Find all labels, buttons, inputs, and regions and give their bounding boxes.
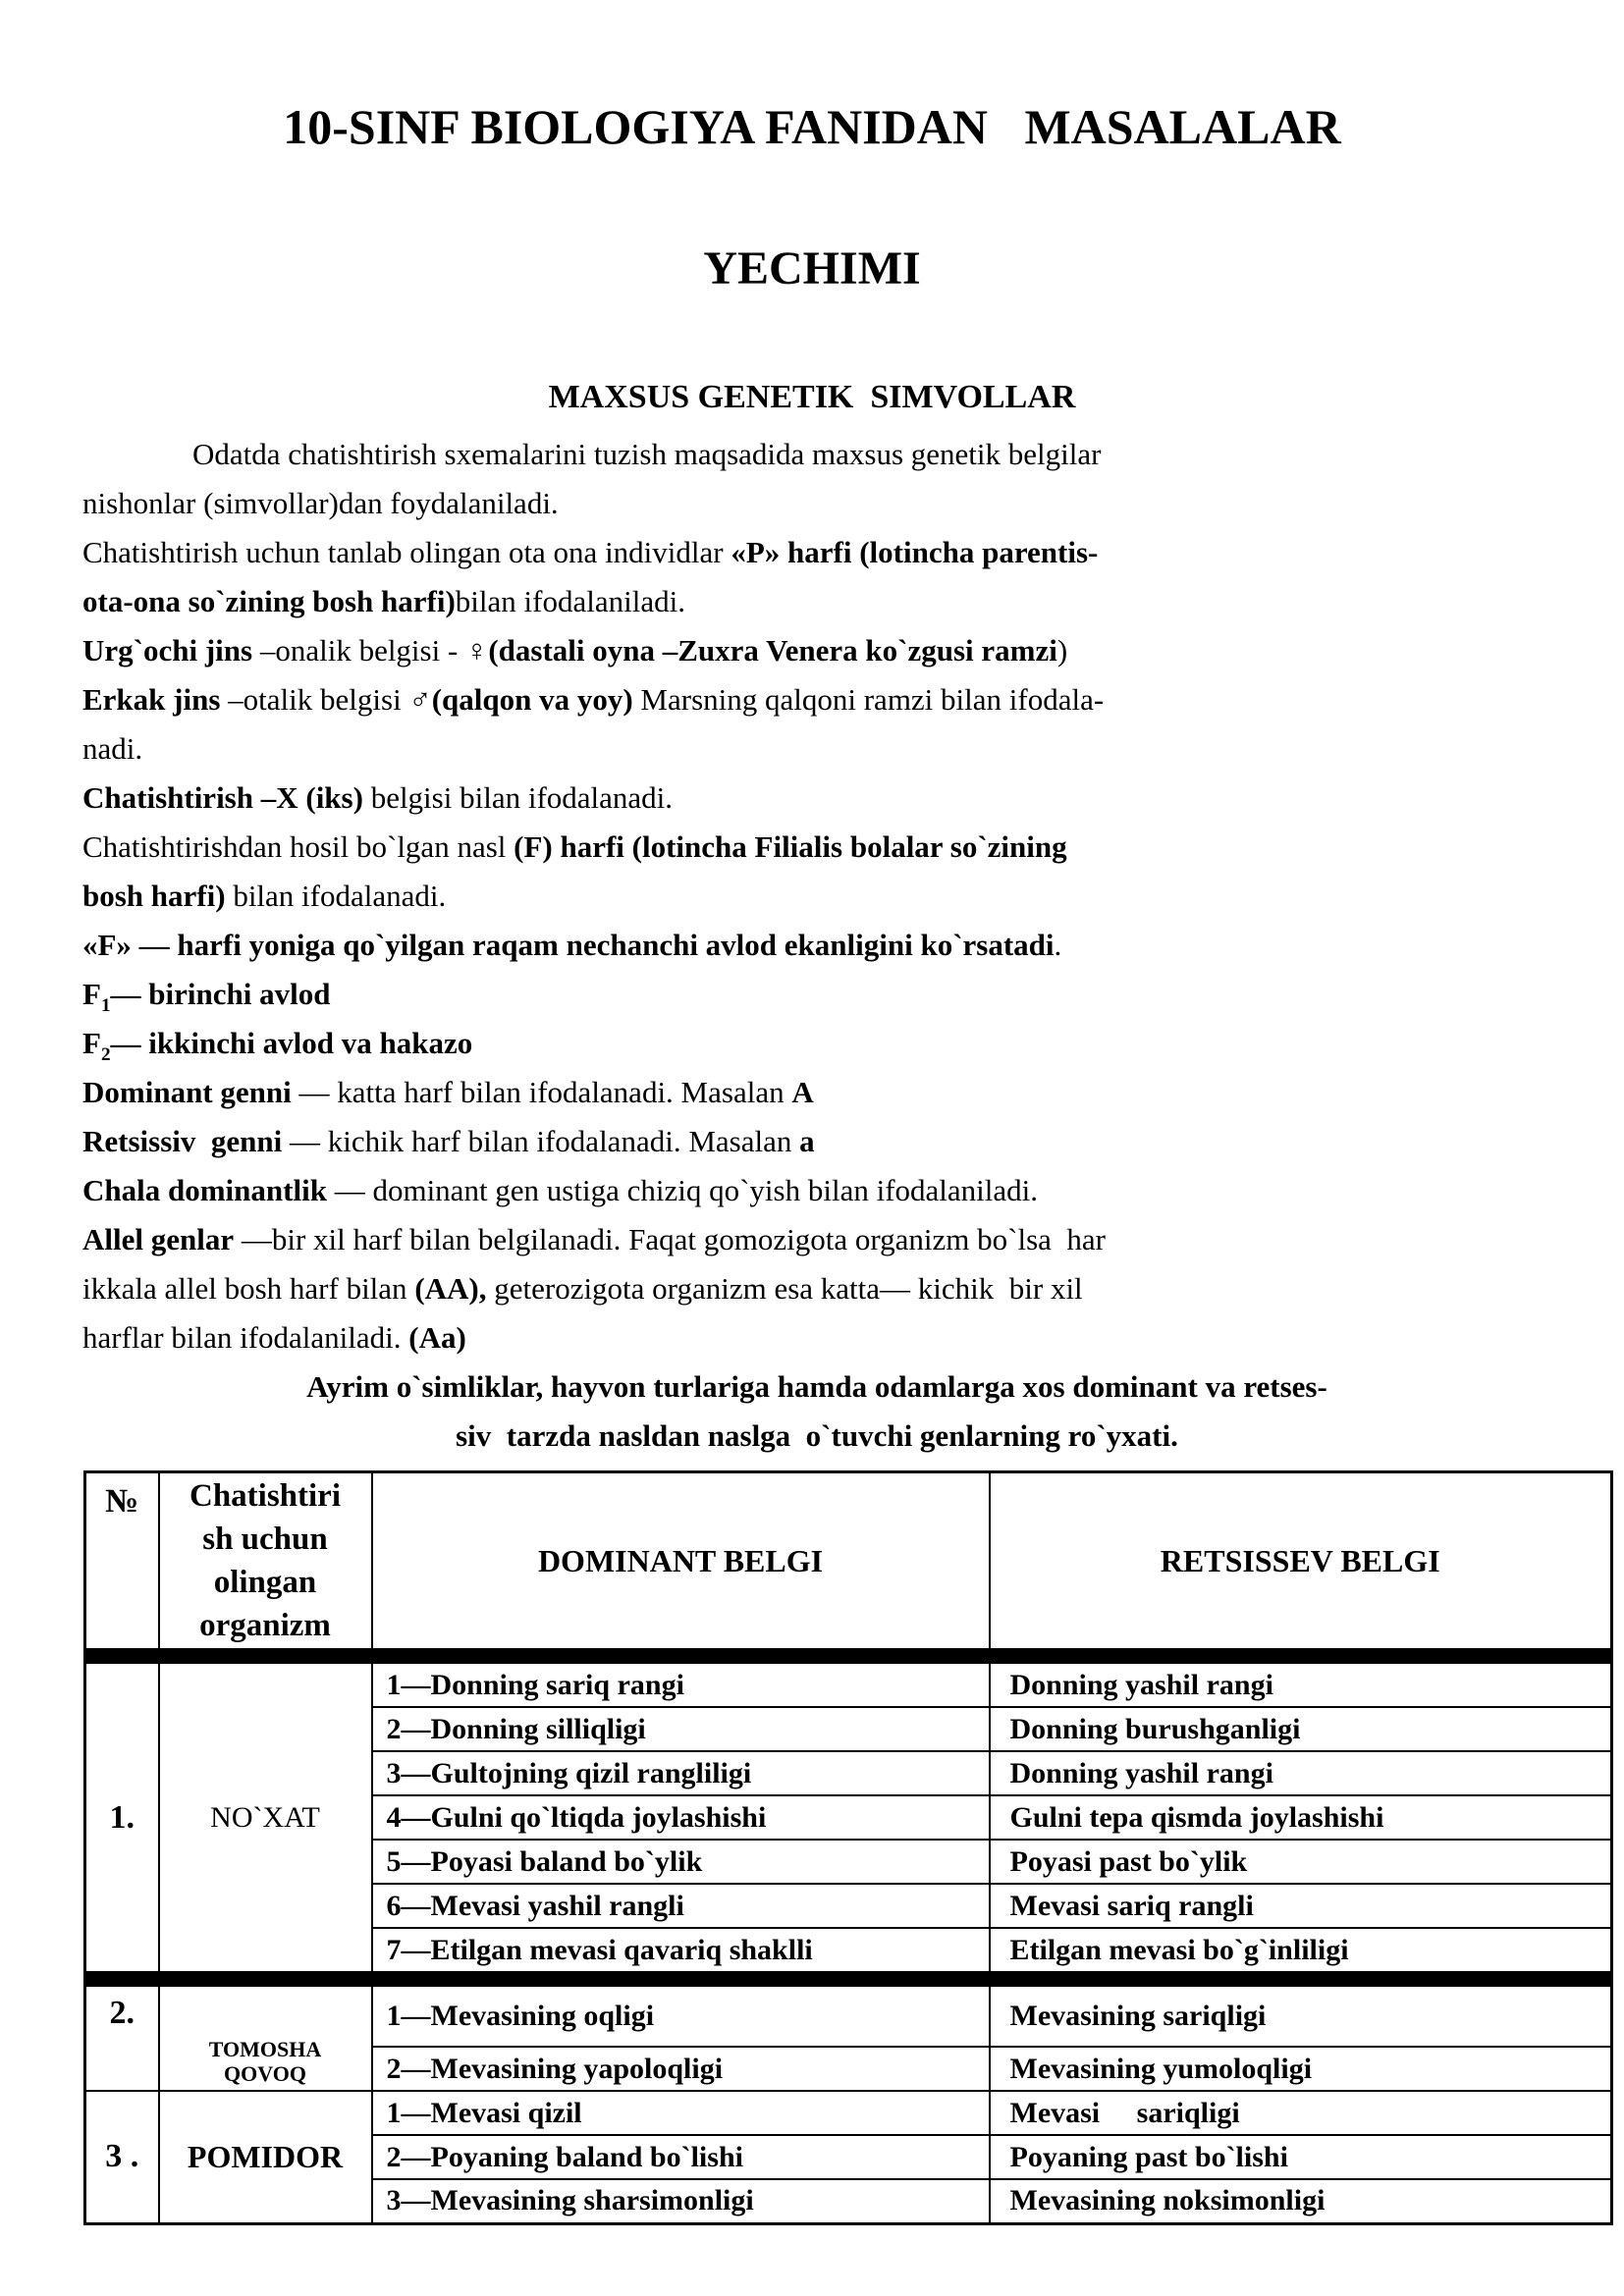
text-segment: (F) harfi (lotincha Filialis bolalar so`zining bosh harfi) bbox=[82, 829, 1067, 913]
section-heading: MAXSUS GENETIK SIMVOLLAR bbox=[548, 379, 1076, 415]
table-header bbox=[85, 1472, 1612, 1650]
paragraph bbox=[82, 626, 1551, 675]
recessive-cell: Donning yashil rangi bbox=[990, 1663, 1612, 1707]
dominant-cell: 3—Gultojning qizil rangliligi bbox=[372, 1751, 990, 1795]
table-caption: Ayrim o`simliklar, hayvon turlariga hamda odamlarga xos dominant va retses- siv tarzda nasldan naslga o`tuvchi genlarning ro`yxati. bbox=[306, 1369, 1327, 1453]
text-segment: «F» — harfi yoniga qo`yilgan raqam nechanchi avlod ekanligini ko`rsatadi bbox=[82, 928, 1055, 962]
text-segment: — kichik harf bilan ifodalanadi. Masalan bbox=[282, 1124, 800, 1158]
table-body bbox=[85, 1649, 1612, 2223]
band-cell bbox=[85, 1649, 1612, 1663]
row-number-cell: 3 . bbox=[85, 2091, 159, 2223]
text-segment: F bbox=[82, 1026, 101, 1060]
text-segment: Marsning qalqoni ramzi bilan ifodala- nadi. bbox=[82, 682, 1105, 766]
text-segment: Chatishtirish uchun tanlab olingan ota ona individlar bbox=[82, 535, 731, 569]
recessive-cell: Mevasining yumoloqligi bbox=[990, 2047, 1612, 2091]
paragraph bbox=[82, 528, 1551, 626]
text-segment: Retsissiv genni bbox=[82, 1124, 283, 1158]
paragraph bbox=[82, 430, 1551, 528]
row-number-cell: 1. bbox=[85, 1663, 159, 1972]
table-row bbox=[85, 1986, 1612, 2047]
genetics-table bbox=[83, 1470, 1613, 2225]
text-segment: —bir xil harf bilan belgilanadi. Faqat gomozigota organizm bo`lsa har ikkala allel bosh harf bilan bbox=[82, 1222, 1106, 1306]
text-segment: (dastali oyna –Zuxra Venera ko`zgusi ramzi bbox=[488, 633, 1057, 667]
header-recessive: RETSISSEV BELGI bbox=[990, 1472, 1612, 1650]
dominant-cell: 6—Mevasi yashil rangli bbox=[372, 1884, 990, 1928]
paragraph bbox=[82, 1166, 1551, 1215]
text-segment: (Aa) bbox=[408, 1320, 466, 1355]
organism-cell: NO`XAT bbox=[159, 1663, 372, 1972]
paragraph bbox=[82, 1117, 1551, 1166]
dominant-cell: 2—Donning silliqligi bbox=[372, 1707, 990, 1751]
dominant-cell: 1—Donning sariq rangi bbox=[372, 1663, 990, 1707]
row-number-cell: 2. bbox=[85, 1986, 159, 2091]
text-segment: «P» harfi (lotincha parentis- ota-ona so`zining bosh harfi) bbox=[82, 535, 1099, 618]
text-segment: bilan ifodalaniladi. bbox=[455, 584, 685, 618]
text-segment: 2 bbox=[100, 1044, 111, 1066]
band-cell bbox=[85, 1972, 1612, 1986]
paragraph bbox=[82, 1068, 1551, 1117]
table-row bbox=[85, 2091, 1612, 2135]
dominant-cell: 7—Etilgan mevasi qavariq shaklli bbox=[372, 1928, 990, 1972]
text-segment: — birinchi avlod bbox=[110, 977, 331, 1011]
text-segment: belgisi bilan ifodalanadi. bbox=[362, 780, 674, 815]
text-segment: Chala dominantlik bbox=[82, 1173, 327, 1207]
text-segment: — katta harf bilan ifodalanadi. Masalan bbox=[291, 1075, 792, 1109]
text-segment: A bbox=[791, 1075, 814, 1109]
recessive-cell: Etilgan mevasi bo`g`inliligi bbox=[990, 1928, 1612, 1972]
recessive-cell: Poyasi past bo`ylik bbox=[990, 1840, 1612, 1884]
text-segment: Chatishtirishdan hosil bo`lgan nasl bbox=[82, 829, 514, 864]
recessive-cell: Mevasi sariqligi bbox=[990, 2091, 1612, 2135]
text-segment: Urg`ochi jins bbox=[82, 633, 253, 667]
header-organism: Chatishtiri sh uchun olingan organizm bbox=[159, 1472, 372, 1650]
recessive-cell: Mevasi sariq rangli bbox=[990, 1884, 1612, 1928]
text-segment: (AA), bbox=[414, 1271, 487, 1306]
text-segment: Allel genlar bbox=[82, 1222, 235, 1256]
recessive-cell: Mevasining noksimonligi bbox=[990, 2179, 1612, 2223]
document-title: 10-SINF BIOLOGIYA FANIDAN MASALALAR bbox=[283, 99, 1341, 154]
body-paragraphs bbox=[82, 430, 1551, 1362]
dominant-cell: 2—Poyaning baland bo`lishi bbox=[372, 2135, 990, 2179]
text-segment: — dominant gen ustiga chiziq qo`yish bilan ifodalaniladi. bbox=[326, 1173, 1039, 1207]
paragraph bbox=[82, 675, 1551, 774]
paragraph bbox=[82, 970, 1551, 1019]
text-segment: –otalik belgisi ♂ bbox=[220, 682, 432, 717]
paragraph bbox=[82, 1019, 1551, 1068]
text-segment: (qalqon va yoy) bbox=[431, 682, 633, 717]
table-band-row bbox=[85, 1649, 1612, 1663]
text-segment: Erkak jins bbox=[82, 682, 221, 717]
paragraph bbox=[82, 1215, 1551, 1362]
dominant-cell: 5—Poyasi baland bo`ylik bbox=[372, 1840, 990, 1884]
recessive-cell: Poyaning past bo`lishi bbox=[990, 2135, 1612, 2179]
paragraph bbox=[82, 774, 1551, 823]
recessive-cell: Donning yashil rangi bbox=[990, 1751, 1612, 1795]
text-segment: ) bbox=[1056, 633, 1068, 667]
dominant-cell: 1—Mevasi qizil bbox=[372, 2091, 990, 2135]
organism-cell: TOMOSHA QOVOQ bbox=[159, 1986, 372, 2091]
text-segment: geterozigota organizm esa katta— kichik bir xil harflar bilan ifodalaniladi. bbox=[82, 1271, 1083, 1355]
dominant-cell: 1—Mevasining oqligi bbox=[372, 1986, 990, 2047]
dominant-cell: 4—Gulni qo`ltiqda joylashishi bbox=[372, 1795, 990, 1840]
organism-cell: POMIDOR bbox=[159, 2091, 372, 2223]
text-segment: Odatda chatishtirish sxemalarini tuzish maqsadida maxsus genetik belgilar nishonlar (simvollar)dan foydalaniladi. bbox=[82, 437, 1102, 520]
table-band-row bbox=[85, 1972, 1612, 1986]
text-segment: bilan ifodalanadi. bbox=[225, 879, 447, 913]
recessive-cell: Mevasining sariqligi bbox=[990, 1986, 1612, 2047]
document-subtitle: YECHIMI bbox=[703, 242, 921, 294]
text-segment: Chatishtirish bbox=[82, 780, 253, 815]
table-row bbox=[85, 1663, 1612, 1707]
header-dominant: DOMINANT BELGI bbox=[372, 1472, 990, 1650]
text-segment: –onalik belgisi - ♀ bbox=[252, 633, 489, 667]
header-number: № bbox=[85, 1472, 159, 1650]
text-segment: . bbox=[1054, 928, 1062, 962]
paragraph bbox=[82, 921, 1551, 970]
text-segment: a bbox=[799, 1124, 815, 1158]
text-segment: 1 bbox=[100, 995, 111, 1017]
dominant-cell: 3—Mevasining sharsimonligi bbox=[372, 2179, 990, 2223]
recessive-cell: Donning burushganligi bbox=[990, 1707, 1612, 1751]
text-segment: –X (iks) bbox=[260, 780, 363, 815]
text-segment: Dominant genni bbox=[82, 1075, 292, 1109]
text-segment: F bbox=[82, 977, 101, 1011]
dominant-cell: 2—Mevasining yapoloqligi bbox=[372, 2047, 990, 2091]
text-segment bbox=[253, 780, 261, 815]
paragraph bbox=[82, 823, 1551, 921]
recessive-cell: Gulni tepa qismda joylashishi bbox=[990, 1795, 1612, 1840]
table-header-row bbox=[85, 1472, 1612, 1650]
text-segment: — ikkinchi avlod va hakazo bbox=[110, 1026, 473, 1060]
